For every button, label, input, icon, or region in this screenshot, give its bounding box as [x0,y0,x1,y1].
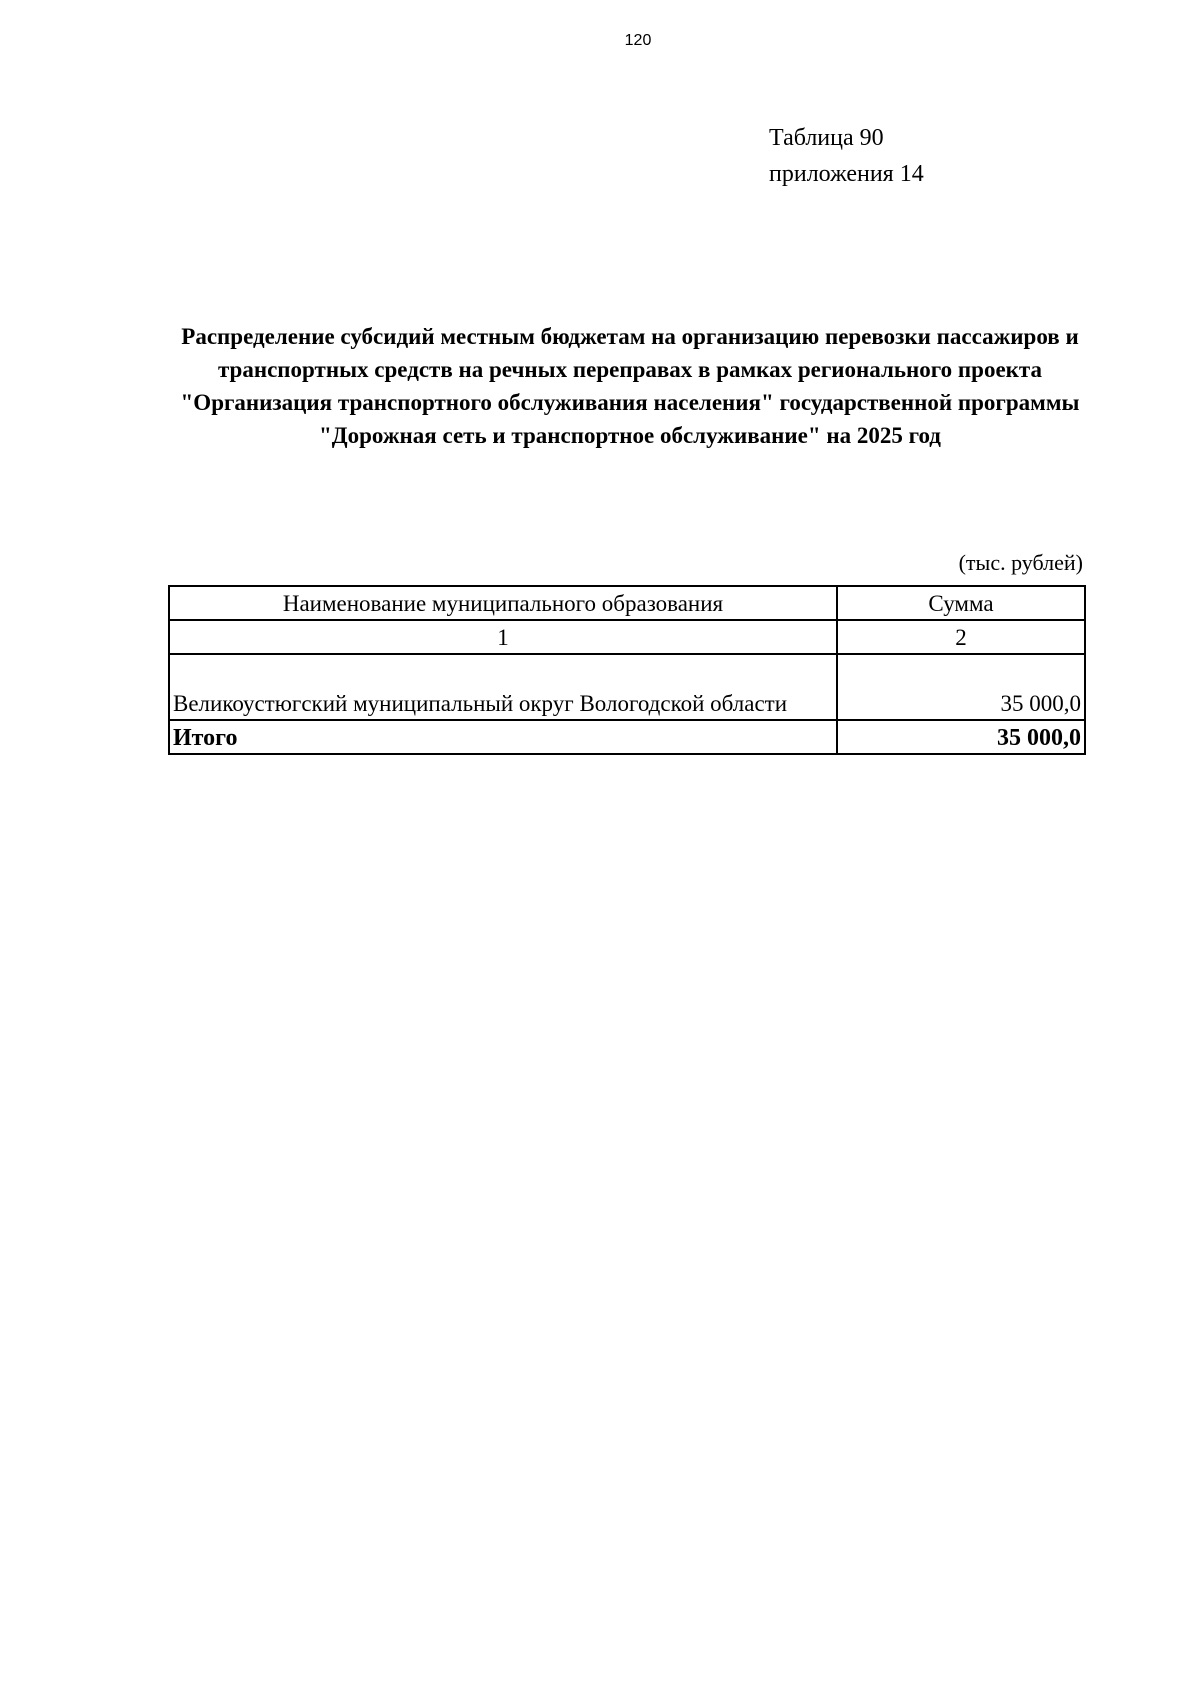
annex-reference [769,120,924,192]
column-number-2: 2 [837,620,1085,654]
annex-appendix-number: приложения 14 [769,161,924,187]
document-title: Распределение субсидий местным бюджетам на организацию перевозки пассажиров и транспортных средств на речных переправах в рамках регионального проекта "Организация транспортного обслуживания населения" государственной программы "Дорожная сеть и транспортное обслуживание" на 2025 год [180,324,1080,448]
header-name: Наименование муниципального образования [169,586,837,620]
units-label: (тыс. рублей) [958,550,1083,575]
total-label: Итого [169,720,837,754]
total-row [169,720,1085,754]
page-number: 120 [624,32,652,49]
table-row [169,654,1085,720]
header-sum: Сумма [837,586,1085,620]
column-number-row [169,620,1085,654]
total-sum: 35 000,0 [837,720,1085,754]
subsidy-table [168,585,1086,755]
column-number-1: 1 [169,620,837,654]
table-header-row [169,586,1085,620]
annex-table-number: Таблица 90 [769,125,884,151]
row-municipality-name: Великоустюгский муниципальный округ Вологодской области [169,654,837,720]
row-sum: 35 000,0 [837,654,1085,720]
